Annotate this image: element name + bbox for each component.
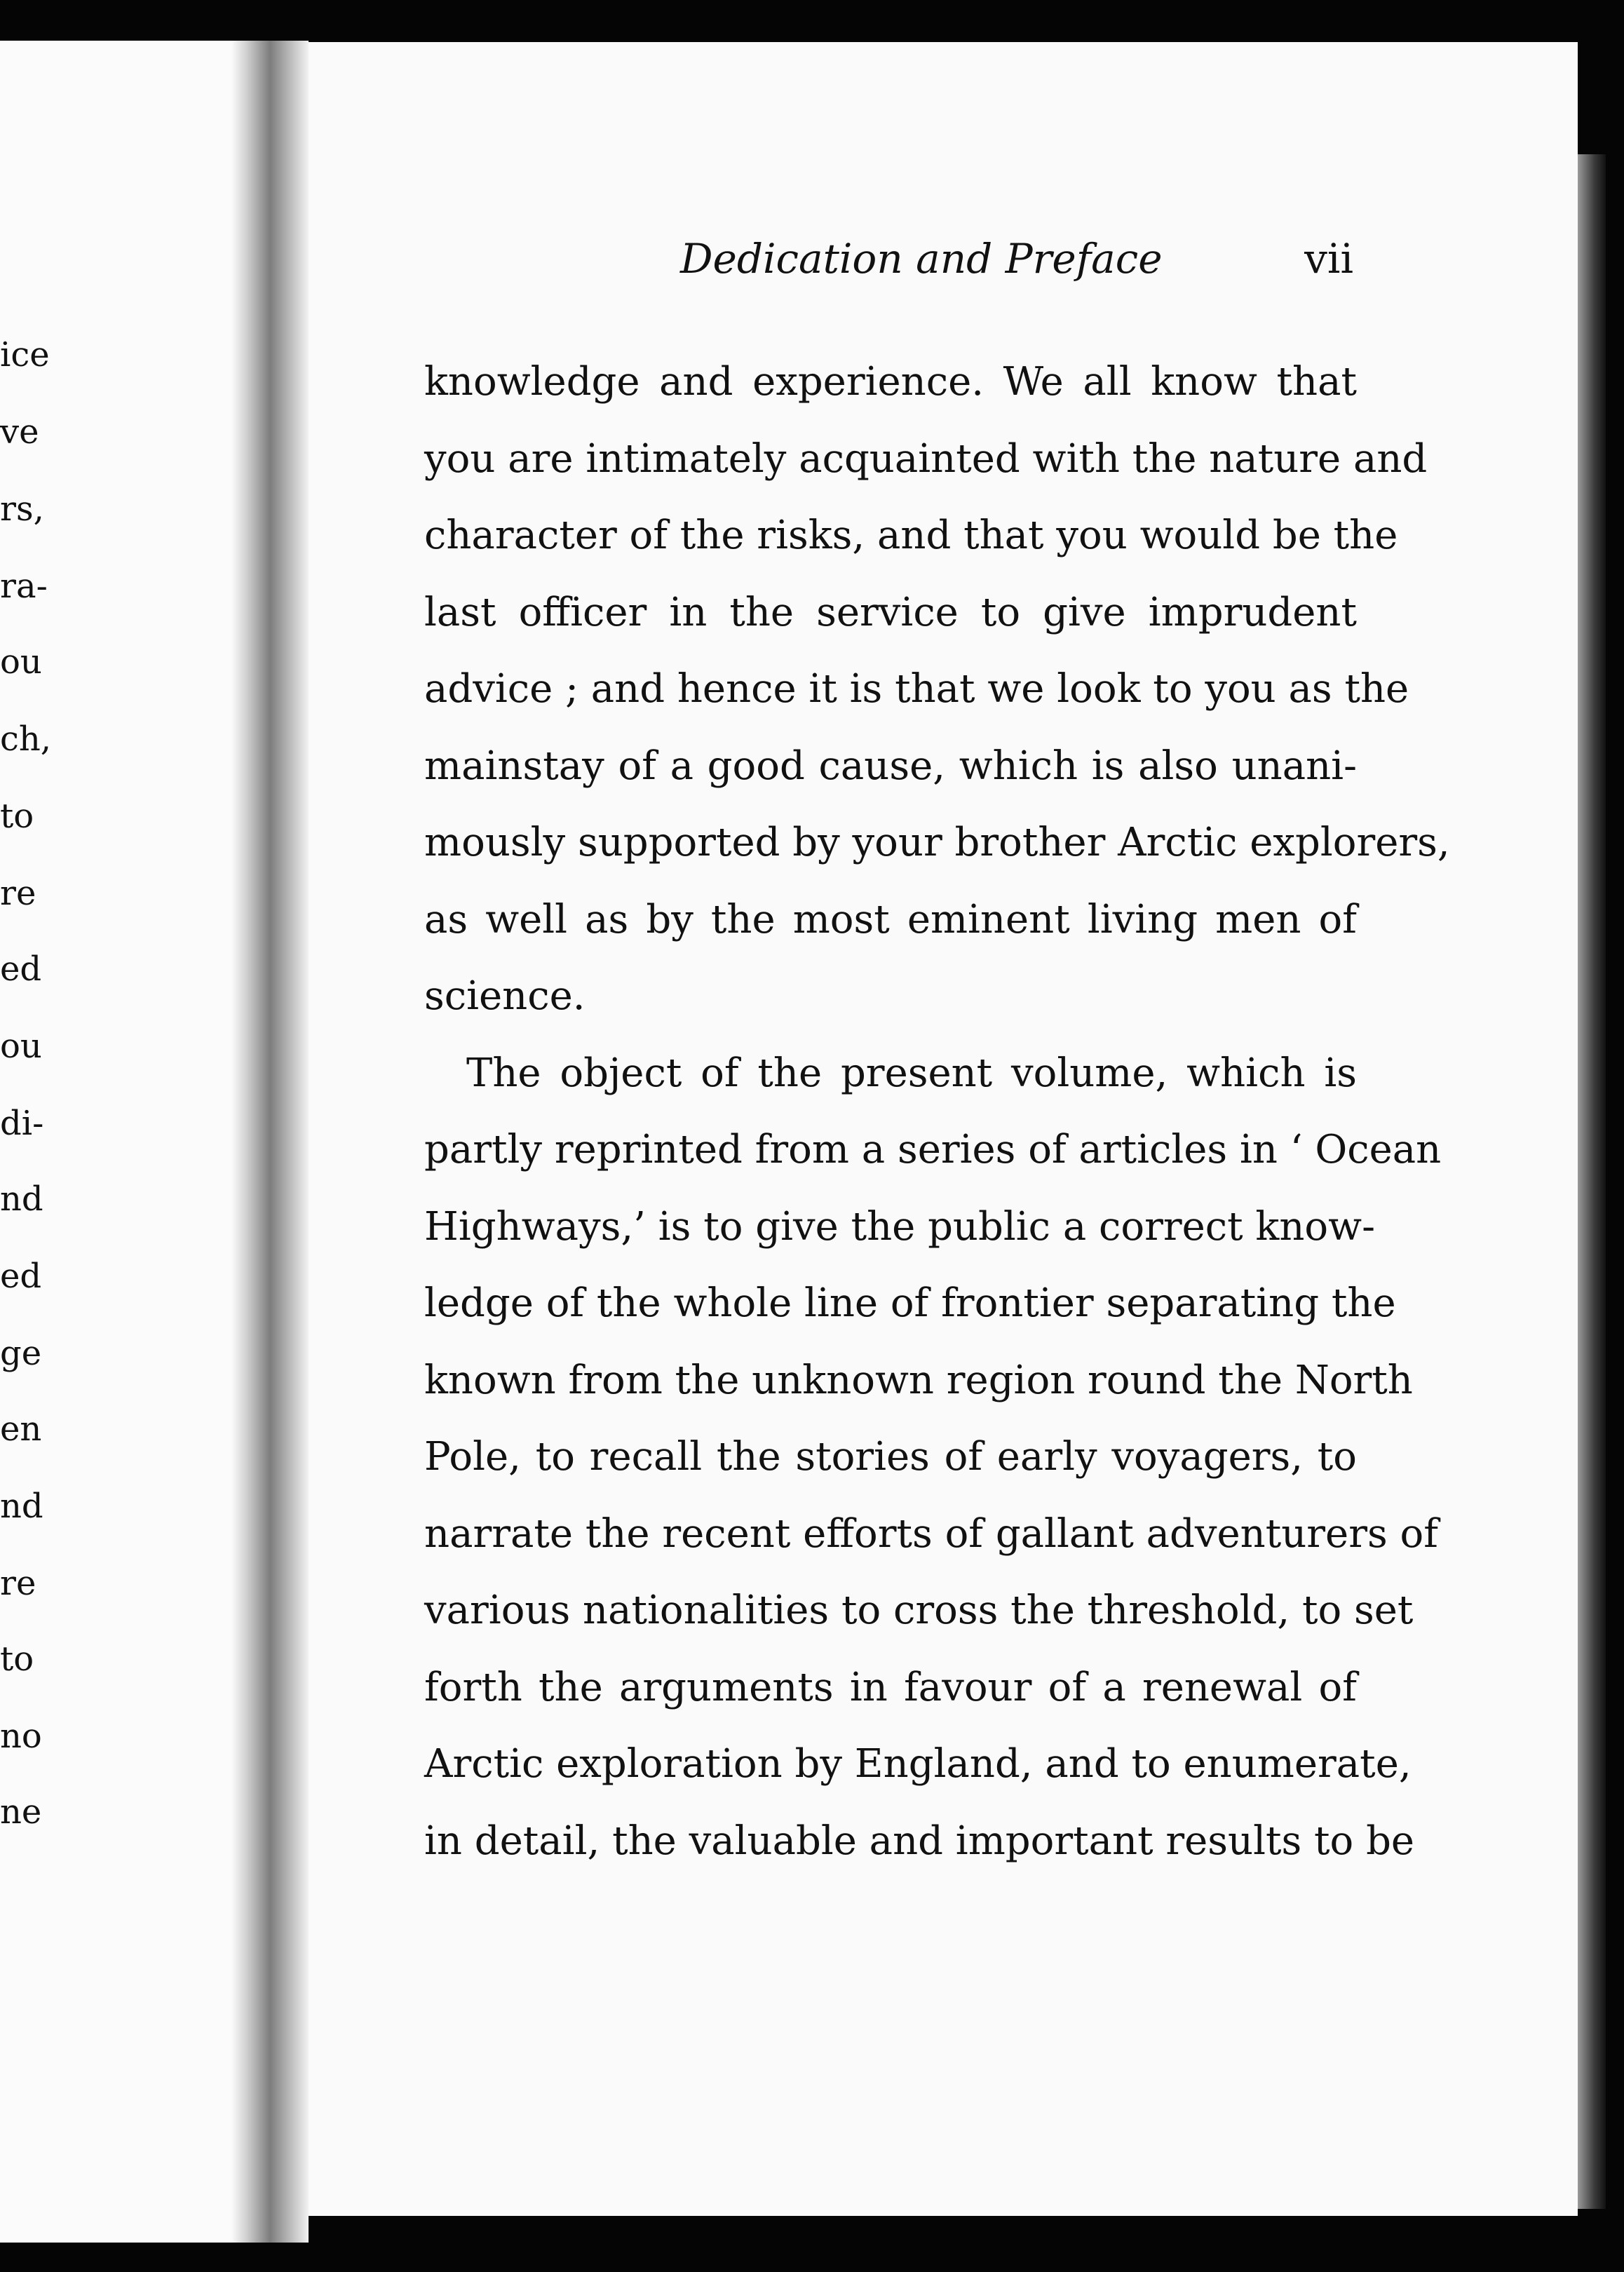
left-line-fragment: ice [0, 335, 50, 374]
left-line-fragment: ne [0, 1792, 42, 1832]
left-line-fragment: ve [0, 412, 39, 452]
text-line: last officer in the service to give imprudent [424, 589, 1357, 635]
text-line: knowledge and experience. We all know that [424, 359, 1357, 405]
left-line-fragment: ou [0, 1027, 42, 1066]
left-line-fragment: nd [0, 1487, 43, 1526]
left-line-fragment: ed [0, 1257, 42, 1296]
page-number: vii [1304, 235, 1353, 283]
left-line-fragment: re [0, 1564, 36, 1603]
left-line-fragment: ge [0, 1334, 42, 1373]
text-line: The object of the present volume, which is [466, 1050, 1357, 1096]
text-line: mously supported by your brother Arctic explorers, [424, 820, 1450, 865]
left-line-fragment: en [0, 1409, 42, 1449]
text-line: Pole, to recall the stories of early voyagers, to [424, 1434, 1357, 1480]
text-line: in detail, the valuable and important results to be [424, 1818, 1415, 1864]
text-line: as well as by the most eminent living men of [424, 896, 1357, 942]
text-line: advice ; and hence it is that we look to you as the [424, 666, 1409, 712]
text-line: mainstay of a good cause, which is also unani- [424, 743, 1357, 789]
book-gutter-shadow [231, 41, 309, 2243]
facing-page-left [0, 41, 231, 2243]
page-edge-shadow [1578, 154, 1606, 2209]
text-line: various nationalities to cross the threshold, to set [424, 1588, 1414, 1633]
body-text [424, 344, 1450, 1879]
left-line-fragment: re [0, 874, 36, 913]
text-line: Highways,’ is to give the public a correct know- [424, 1203, 1376, 1250]
left-line-fragment: to [0, 1639, 34, 1679]
text-line: Arctic exploration by England, and to enumerate, [424, 1741, 1412, 1787]
left-line-fragment: di- [0, 1104, 44, 1143]
text-line: known from the unknown region round the North [424, 1357, 1413, 1403]
text-line: forth the arguments in favour of a renewal of [424, 1664, 1357, 1710]
left-line-fragment: no [0, 1717, 42, 1756]
left-line-fragment: to [0, 797, 34, 836]
running-header [421, 235, 1353, 298]
running-title: Dedication and Preface [680, 235, 1163, 283]
text-line: partly reprinted from a series of articles in ‘ Ocean [424, 1127, 1442, 1172]
text-line: you are intimately acquainted with the nature and [424, 435, 1428, 482]
text-line: ledge of the whole line of frontier separating the [424, 1280, 1396, 1326]
text-line: science. [424, 973, 586, 1019]
text-line: character of the risks, and that you would be the [424, 513, 1398, 558]
text-line: narrate the recent efforts of gallant adventurers of [424, 1510, 1438, 1557]
left-line-fragment: rs, [0, 489, 44, 529]
left-line-fragment: ou [0, 642, 42, 682]
left-line-fragment: nd [0, 1179, 43, 1219]
left-line-fragment: ra- [0, 567, 48, 606]
left-line-fragment: ch, [0, 719, 52, 759]
left-line-fragment: ed [0, 949, 42, 989]
